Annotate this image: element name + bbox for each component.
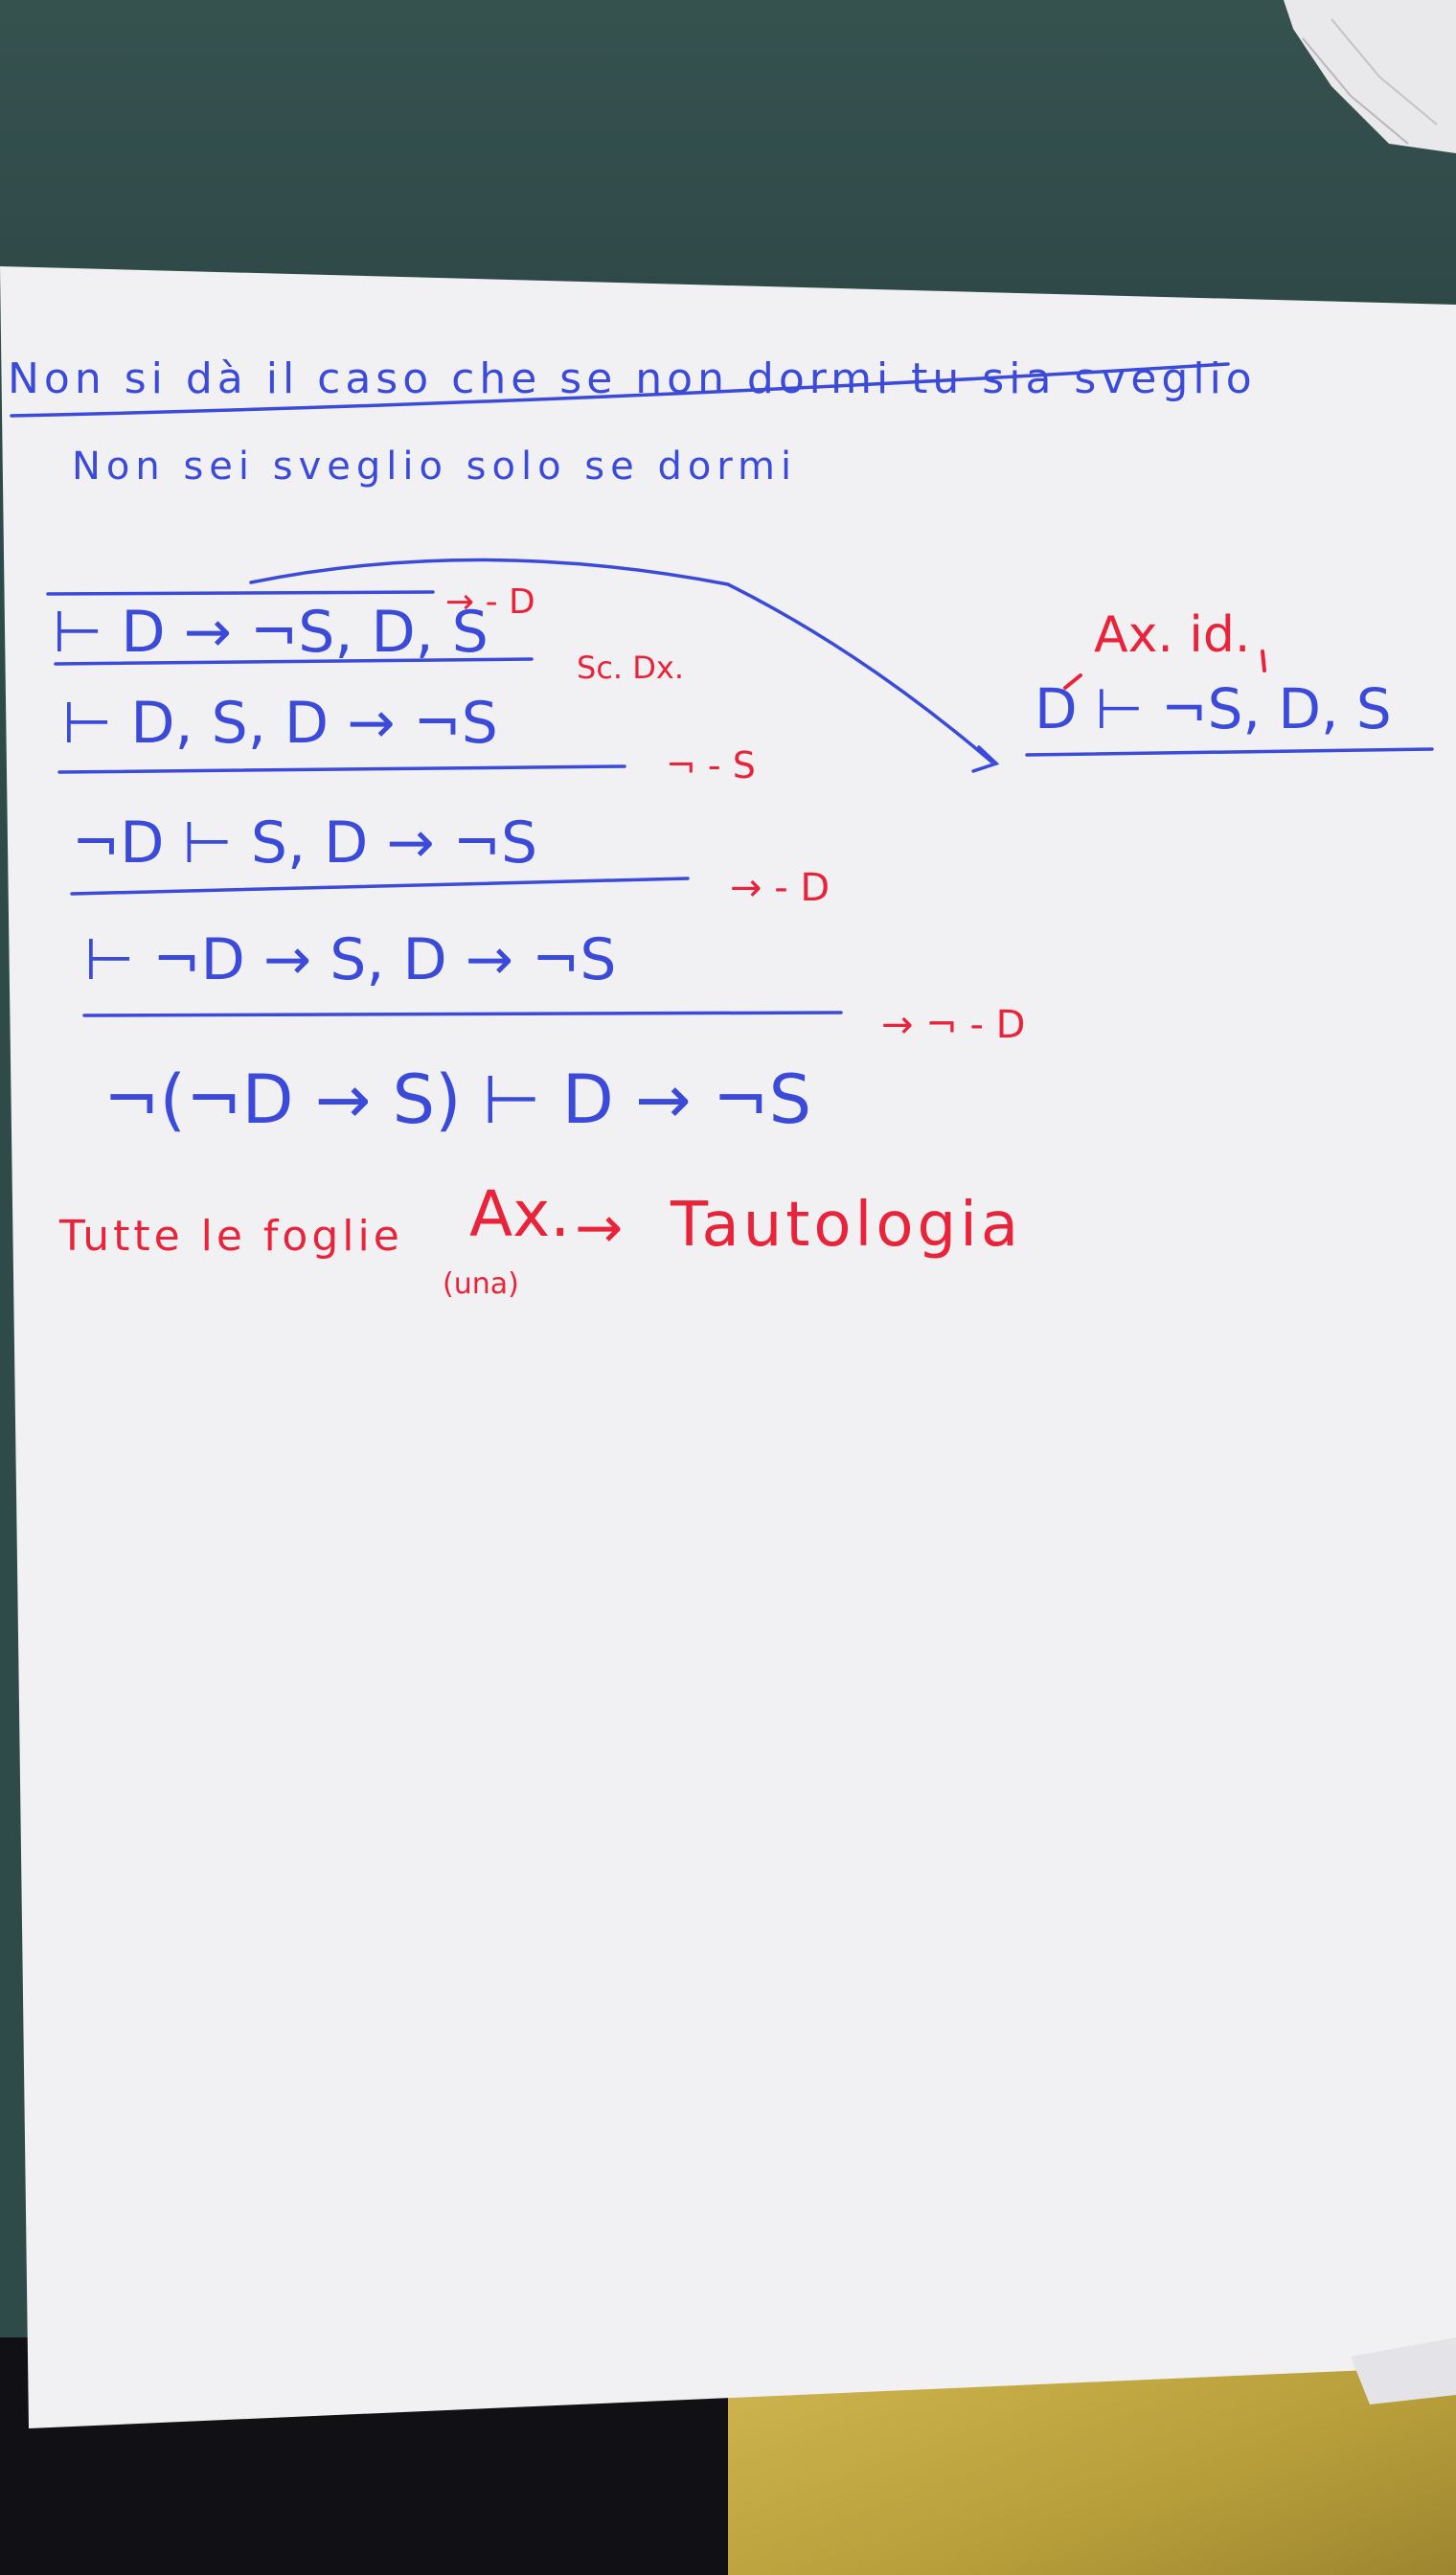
rule-label-5: → ¬ - D [881,1003,1026,1047]
conclusion-una: (una) [443,1267,519,1301]
subtitle-text: Non sei sveglio solo se dormi [72,444,798,489]
branch-sequent: D ⊢ ¬S, D, S [1035,676,1392,741]
proof-line-1: ⊢ D → ¬S, D, S [53,599,489,666]
proof-rule-bar-0 [48,592,433,594]
rule-label-2: Sc. Dx. [577,649,684,686]
rule-label-3: ¬ - S [666,744,756,786]
conclusion-result: Tautologia [671,1190,1023,1261]
proof-line-5: ¬(¬D → S) ⊢ D → ¬S [103,1060,812,1139]
rule-label-4: → - D [730,866,830,910]
proof-line-3: ¬D ⊢ S, D → ¬S [72,809,538,877]
axiom-label: Ax. id. [1094,606,1251,664]
conclusion-arrow: → [575,1195,624,1262]
proof-line-4: ⊢ ¬D → S, D → ¬S [84,926,617,993]
title-text: Non si dà il caso che se non dormi tu sia sveglio [8,354,1257,403]
proof-line-2: ⊢ D, S, D → ¬S [62,690,498,757]
axiom-tick-right [1263,651,1264,671]
conclusion-prefix: Tutte le foglie [59,1212,403,1261]
paper-sheet [0,266,1456,2428]
conclusion-ax: Ax. [469,1177,571,1251]
rule-label-1: → - D [445,582,535,622]
